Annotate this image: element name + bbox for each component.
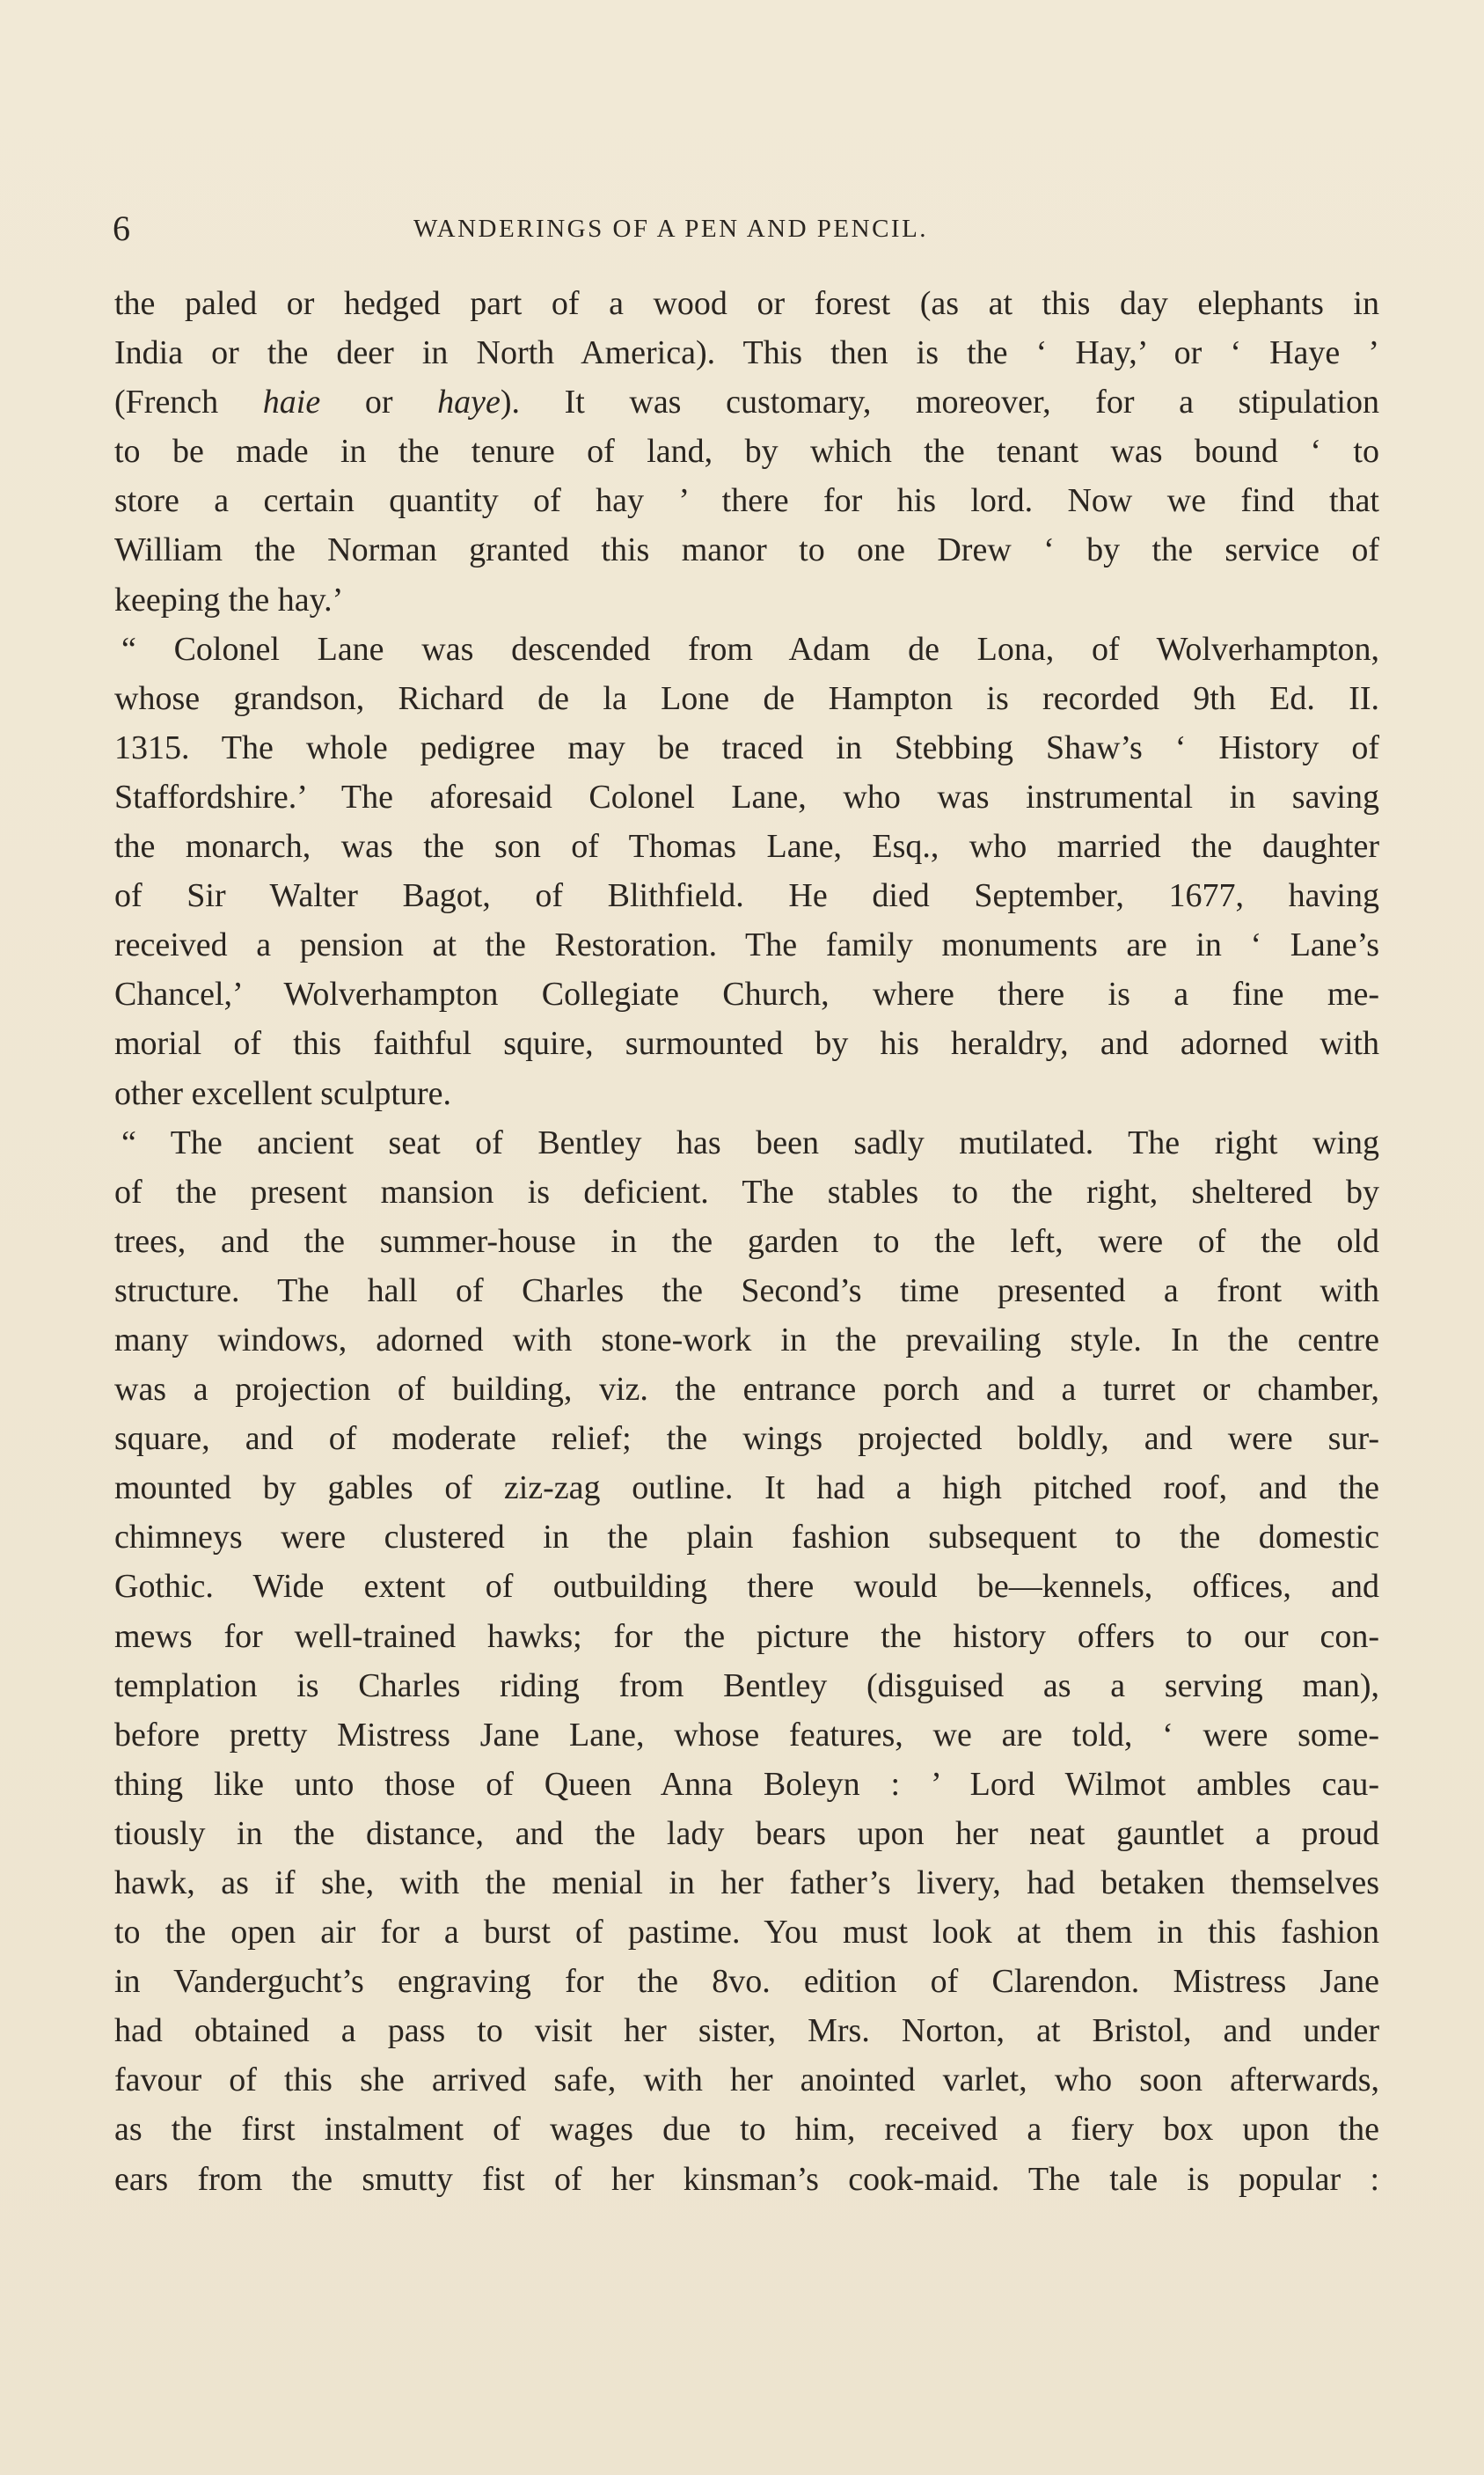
text-line-2: India or the deer in North America). This then is the ‘ Hay,’ or ‘ Haye ’ [114,334,1379,372]
text-line-8: “ Colonel Lane was descended from Adam de Lona, of Wolverhampton, [121,630,1379,668]
text-line-14: received a pension at the Restoration. The family monuments are in ‘ Lane’s [114,926,1379,964]
running-title: WANDERINGS OF A PEN AND PENCIL. [413,215,929,243]
text-line-7: keeping the hay.’ [114,581,344,619]
text-line-34: to the open air for a burst of pastime. You must look at them in this fashion [114,1914,1379,1951]
text-line-11: Staffordshire.’ The aforesaid Colonel Lane, who was instrumental in saving [114,778,1379,816]
text-line-18: “ The ancient seat of Bentley has been sadly mutilated. The right wing [121,1124,1379,1161]
body-text [114,279,1379,2204]
text-line-26: chimneys were clustered in the plain fashion subsequent to the domestic [114,1519,1379,1556]
text-line-28: mews for well-trained hawks; for the picture the history offers to our con- [114,1617,1379,1655]
text-line-4: to be made in the tenure of land, by which the tenant was bound ‘ to [114,433,1379,471]
italic-word-haie: haie [262,384,321,421]
text-line-12: the monarch, was the son of Thomas Lane, Esq., who married the daughter [114,828,1379,866]
running-head [0,202,1484,255]
text-line-25: mounted by gables of ziz-zag outline. It had a high pitched roof, and the [114,1469,1379,1507]
italic-word-haye: haye [437,384,501,421]
text-line-24: square, and of moderate relief; the wings projected boldly, and were sur- [114,1420,1379,1458]
text-line-16: morial of this faithful squire, surmounted by his heraldry, and adorned with [114,1025,1379,1063]
text-line-1: the paled or hedged part of a wood or forest (as at this day elephants in [114,285,1379,322]
text-line-23: was a projection of building, viz. the entrance porch and a turret or chamber, [114,1371,1379,1409]
text-line-33: hawk, as if she, with the menial in her father’s livery, had betaken themselves [114,1864,1379,1901]
text-line-36: had obtained a pass to visit her sister, Mrs. Norton, at Bristol, and under [114,2012,1379,2050]
page-number: 6 [113,209,131,248]
text-line-3 [114,377,1379,427]
text-line-19: of the present mansion is deficient. The stables to the right, sheltered by [114,1173,1379,1211]
text-line-21: structure. The hall of Charles the Second’s time presented a front with [114,1271,1379,1309]
text-line-20: trees, and the summer-house in the garden to the left, were of the old [114,1222,1379,1260]
text-line-39: ears from the smutty fist of her kinsman’s cook-maid. The tale is popular : [114,2160,1379,2198]
text-line-15: Chancel,’ Wolverhampton Collegiate Church, where there is a fine me- [114,976,1379,1014]
text-line-6: William the Norman granted this manor to one Drew ‘ by the service of [114,531,1379,569]
text-line-3-part-e: ). It was customary, moreover, for a stipulation [500,384,1379,421]
text-line-9: whose grandson, Richard de la Lone de Hampton is recorded 9th Ed. II. [114,679,1379,717]
text-line-35: in Vandergucht’s engraving for the 8vo. edition of Clarendon. Mistress Jane [114,1963,1379,2001]
text-line-13: of Sir Walter Bagot, of Blithfield. He died September, 1677, having [114,877,1379,915]
text-line-3-part-a: (French [114,384,263,421]
text-line-38: as the first instalment of wages due to him, received a fiery box upon the [114,2111,1379,2149]
text-line-3-part-c: or [320,384,438,421]
text-line-37: favour of this she arrived safe, with her anointed varlet, who soon afterwards, [114,2061,1379,2099]
text-line-22: many windows, adorned with stone-work in the prevailing style. In the centre [114,1321,1379,1358]
text-line-27: Gothic. Wide extent of outbuilding there would be—kennels, offices, and [114,1568,1379,1606]
text-line-5: store a certain quantity of hay ’ there for his lord. Now we find that [114,482,1379,520]
text-line-29: templation is Charles riding from Bentley (disguised as a serving man), [114,1666,1379,1704]
text-line-17: other excellent sculpture. [114,1074,452,1112]
text-line-31: thing like unto those of Queen Anna Boleyn : ’ Lord Wilmot ambles cau- [114,1765,1379,1803]
text-line-32: tiously in the distance, and the lady bears upon her neat gauntlet a proud [114,1814,1379,1852]
text-line-10: 1315. The whole pedigree may be traced in Stebbing Shaw’s ‘ History of [114,729,1379,766]
text-line-30: before pretty Mistress Jane Lane, whose features, we are told, ‘ were some- [114,1716,1379,1754]
